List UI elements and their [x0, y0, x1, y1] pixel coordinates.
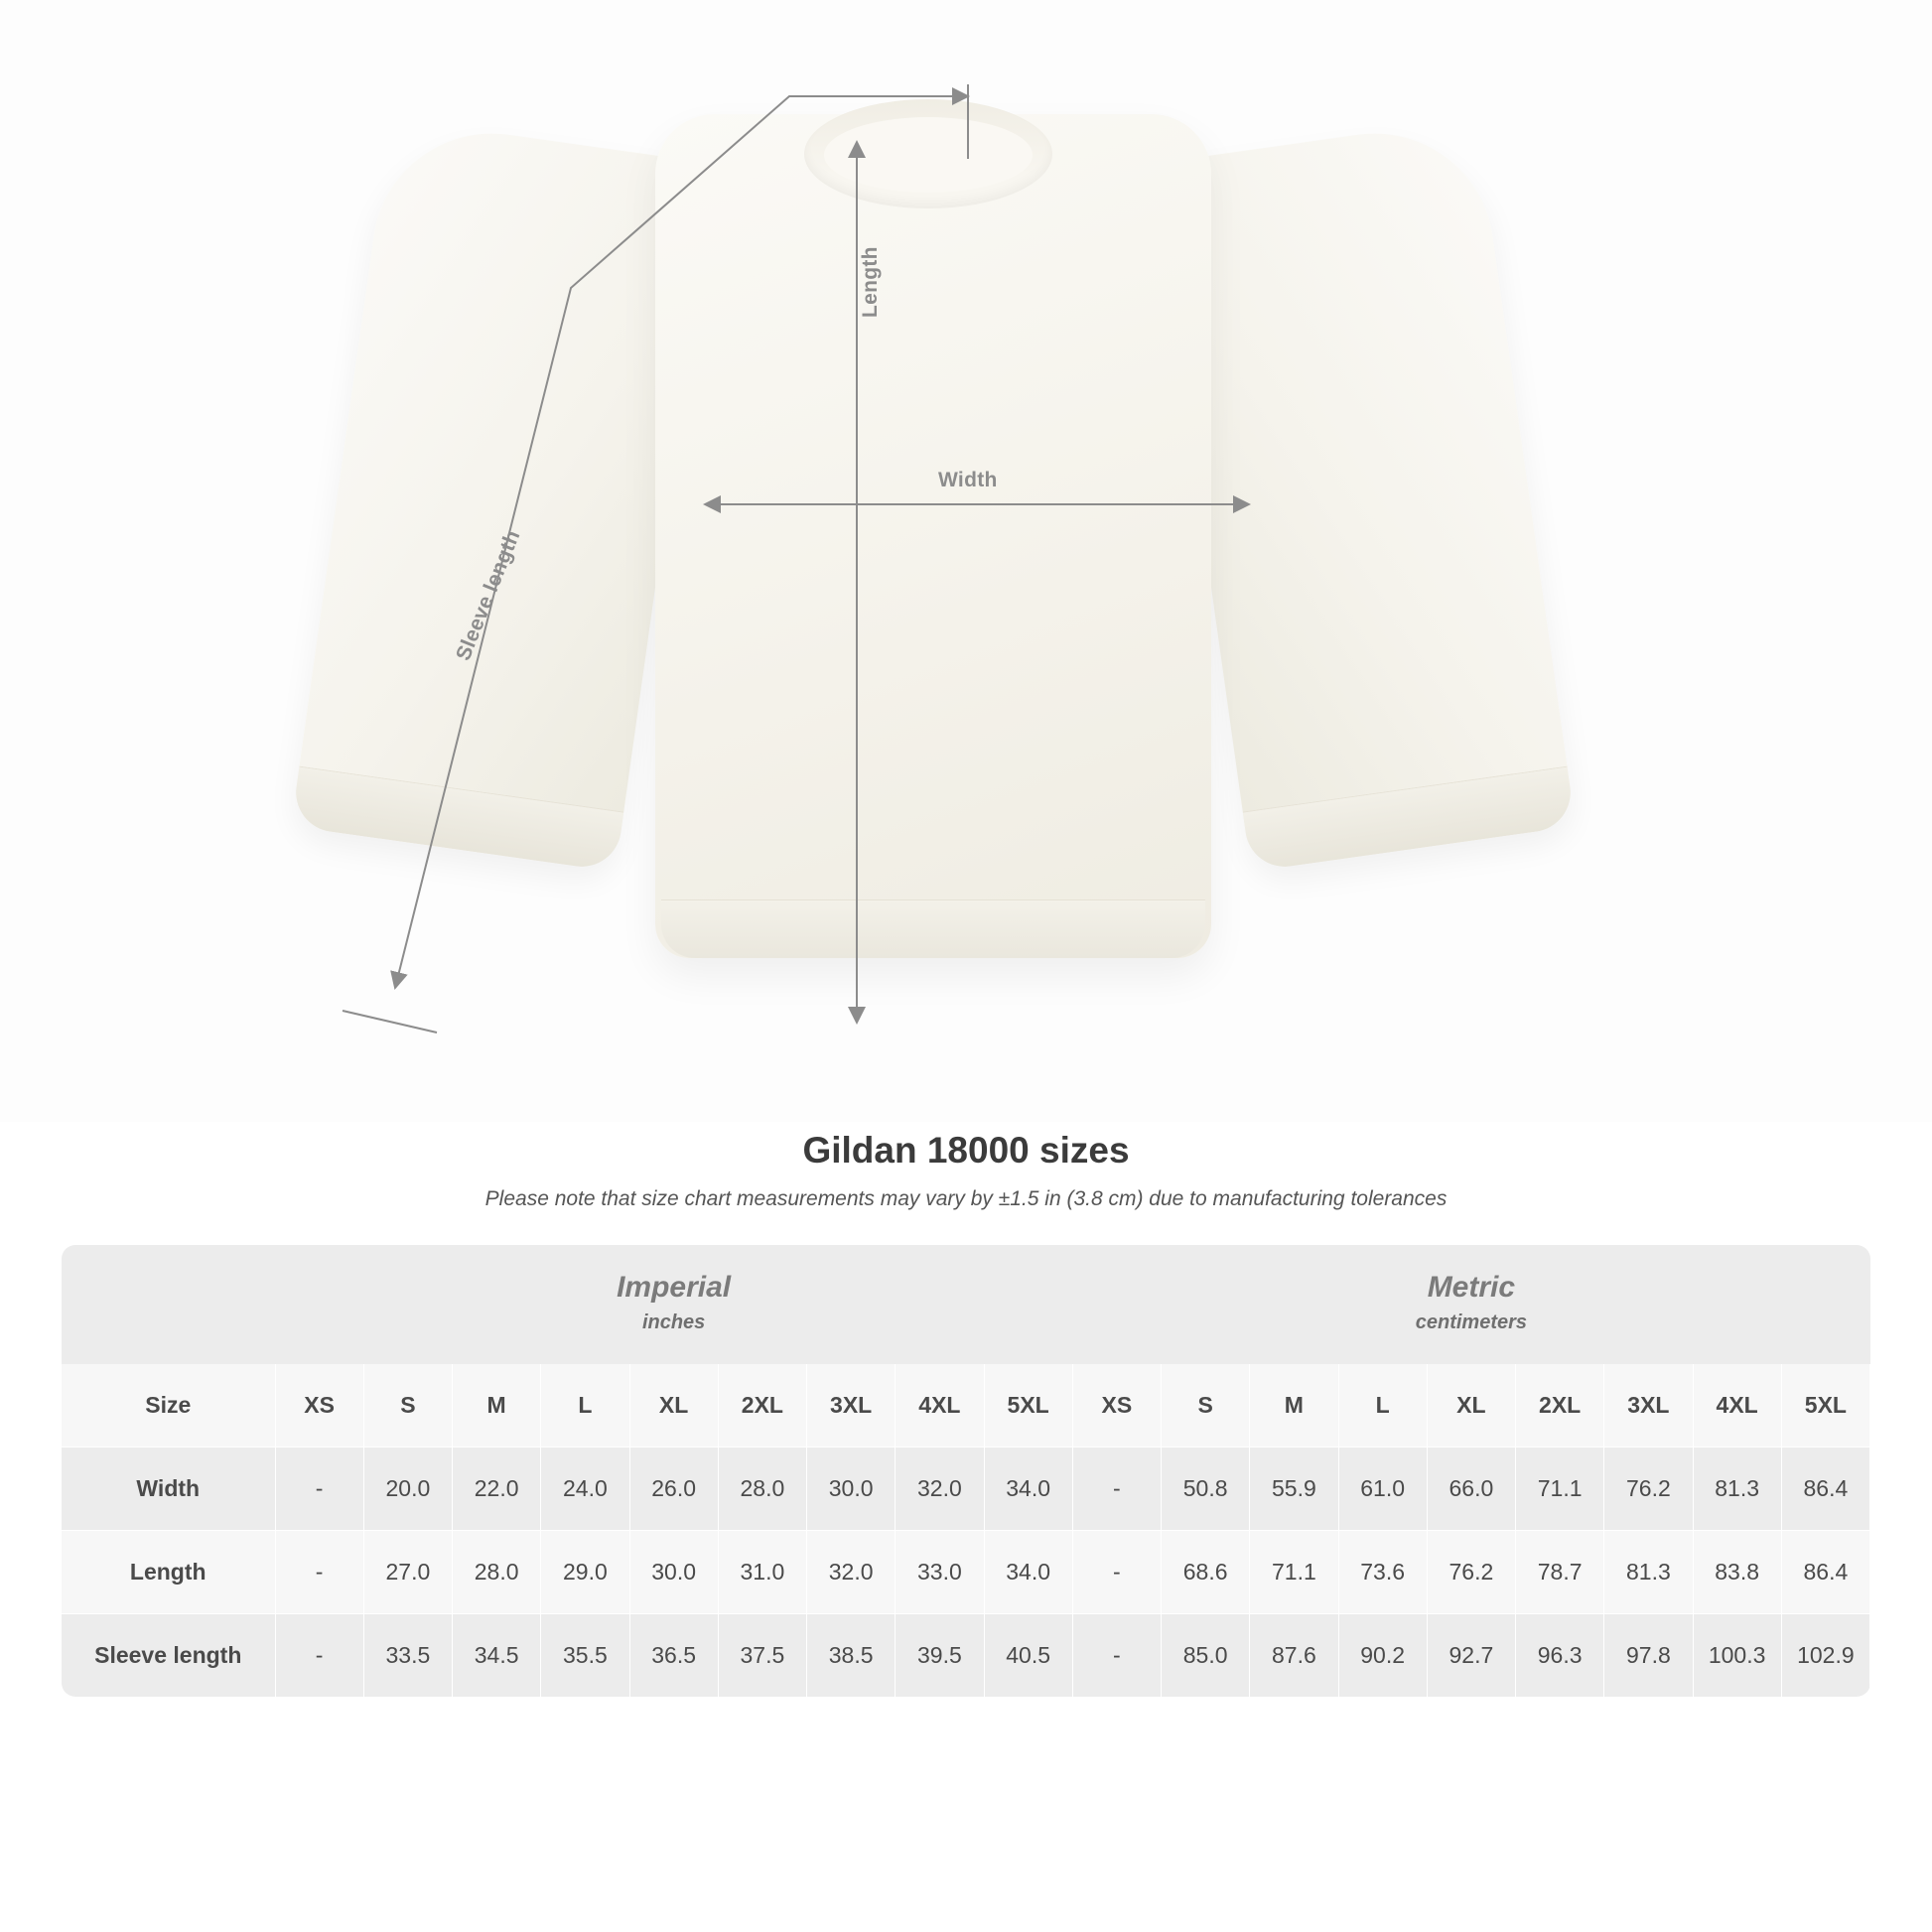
measurement-cell: 32.0	[807, 1531, 896, 1614]
left-sleeve	[291, 118, 715, 872]
metric-header-cell	[1072, 1245, 1869, 1364]
size-column-header: M	[453, 1364, 541, 1448]
size-column-header: M	[1250, 1364, 1338, 1448]
metric-unit-name: Metric	[1427, 1271, 1516, 1304]
measurement-cell: 29.0	[541, 1531, 629, 1614]
measurement-cell: 28.0	[453, 1531, 541, 1614]
measurement-cell: 92.7	[1427, 1614, 1515, 1698]
page-title: Gildan 18000 sizes	[802, 1130, 1130, 1171]
sweatshirt-graphic	[328, 69, 1618, 1062]
measurement-cell: 20.0	[363, 1448, 452, 1531]
measurement-cell: 87.6	[1250, 1614, 1338, 1698]
table-row	[62, 1531, 1870, 1614]
measurement-cell: 61.0	[1338, 1448, 1427, 1531]
measurement-cell: 32.0	[896, 1448, 984, 1531]
measurement-cell: 28.0	[718, 1448, 806, 1531]
measurement-cell: 96.3	[1516, 1614, 1604, 1698]
width-label: Width	[938, 469, 998, 491]
measurement-cell: 37.5	[718, 1614, 806, 1698]
size-column-header: L	[541, 1364, 629, 1448]
size-header-row	[62, 1364, 1870, 1448]
units-header-row	[62, 1245, 1870, 1364]
size-row-label: Size	[62, 1364, 275, 1448]
size-column-header: 5XL	[984, 1364, 1072, 1448]
table-row	[62, 1448, 1870, 1531]
size-chart-table	[62, 1245, 1870, 1697]
collar-opening	[824, 117, 1033, 193]
measurement-cell: 35.5	[541, 1614, 629, 1698]
measurement-cell: -	[1072, 1448, 1161, 1531]
measurement-cell: 39.5	[896, 1614, 984, 1698]
measurement-row-label: Width	[62, 1448, 275, 1531]
size-column-header: S	[363, 1364, 452, 1448]
size-column-header: XL	[629, 1364, 718, 1448]
sleeve-length-label: Sleeve length	[452, 526, 525, 664]
size-chart-body	[62, 1448, 1870, 1698]
measurement-cell: -	[275, 1531, 363, 1614]
measurement-cell: 34.0	[984, 1531, 1072, 1614]
measurement-cell: 97.8	[1604, 1614, 1693, 1698]
measurement-cell: 102.9	[1781, 1614, 1869, 1698]
left-cuff	[291, 766, 623, 872]
units-spacer-cell	[62, 1245, 275, 1364]
measurement-cell: 81.3	[1604, 1531, 1693, 1614]
size-column-header: XS	[275, 1364, 363, 1448]
measurement-cell: 33.5	[363, 1614, 452, 1698]
tolerance-note: Please note that size chart measurements may vary by ±1.5 in (3.8 cm) due to manufacturing tolerances	[484, 1187, 1448, 1210]
size-column-header: 2XL	[718, 1364, 806, 1448]
measurement-cell: -	[275, 1614, 363, 1698]
measurement-cell: 76.2	[1427, 1531, 1515, 1614]
measurement-cell: 40.5	[984, 1614, 1072, 1698]
measurement-cell: 81.3	[1693, 1448, 1781, 1531]
measurement-row-label: Length	[62, 1531, 275, 1614]
measurement-cell: 30.0	[807, 1448, 896, 1531]
measurement-cell: 34.5	[453, 1614, 541, 1698]
measurement-cell: 86.4	[1781, 1531, 1869, 1614]
measurement-cell: -	[1072, 1531, 1161, 1614]
imperial-header-cell	[275, 1245, 1072, 1364]
size-column-header: 3XL	[807, 1364, 896, 1448]
measurement-cell: 30.0	[629, 1531, 718, 1614]
measurement-cell: 26.0	[629, 1448, 718, 1531]
size-chart-table-wrap	[62, 1245, 1870, 1697]
measurement-cell: 85.0	[1162, 1614, 1250, 1698]
right-cuff	[1243, 766, 1576, 872]
metric-unit-sub: centimeters	[1415, 1311, 1528, 1333]
sweatshirt-body	[655, 114, 1211, 958]
measurement-cell: 36.5	[629, 1614, 718, 1698]
size-column-header: XS	[1072, 1364, 1161, 1448]
measurement-cell: 100.3	[1693, 1614, 1781, 1698]
measurement-cell: 38.5	[807, 1614, 896, 1698]
table-row	[62, 1614, 1870, 1698]
measurement-cell: 73.6	[1338, 1531, 1427, 1614]
measurement-cell: 71.1	[1250, 1531, 1338, 1614]
size-column-header: 2XL	[1516, 1364, 1604, 1448]
measurement-cell: 31.0	[718, 1531, 806, 1614]
imperial-unit-sub: inches	[641, 1311, 706, 1333]
measurement-cell: 27.0	[363, 1531, 452, 1614]
measurement-cell: 78.7	[1516, 1531, 1604, 1614]
measurement-cell: 83.8	[1693, 1531, 1781, 1614]
measurement-cell: 33.0	[896, 1531, 984, 1614]
length-label: Length	[859, 246, 882, 318]
right-sleeve	[1152, 118, 1576, 872]
measurement-cell: 50.8	[1162, 1448, 1250, 1531]
measurement-cell: 55.9	[1250, 1448, 1338, 1531]
measurement-cell: 86.4	[1781, 1448, 1869, 1531]
measurement-cell: 24.0	[541, 1448, 629, 1531]
size-column-header: 3XL	[1604, 1364, 1693, 1448]
size-column-header: 4XL	[896, 1364, 984, 1448]
measurement-cell: 90.2	[1338, 1614, 1427, 1698]
measurement-cell: -	[275, 1448, 363, 1531]
measurement-cell: 76.2	[1604, 1448, 1693, 1531]
measurement-cell: -	[1072, 1614, 1161, 1698]
measurement-cell: 34.0	[984, 1448, 1072, 1531]
measurement-cell: 68.6	[1162, 1531, 1250, 1614]
chart-heading	[0, 1130, 1932, 1211]
size-column-header: S	[1162, 1364, 1250, 1448]
measurement-cell: 71.1	[1516, 1448, 1604, 1531]
size-column-header: 5XL	[1781, 1364, 1869, 1448]
measurement-row-label: Sleeve length	[62, 1614, 275, 1698]
size-column-header: 4XL	[1693, 1364, 1781, 1448]
measurement-cell: 22.0	[453, 1448, 541, 1531]
size-column-header: L	[1338, 1364, 1427, 1448]
measurement-cell: 66.0	[1427, 1448, 1515, 1531]
imperial-unit-name: Imperial	[617, 1271, 732, 1304]
size-column-header: XL	[1427, 1364, 1515, 1448]
